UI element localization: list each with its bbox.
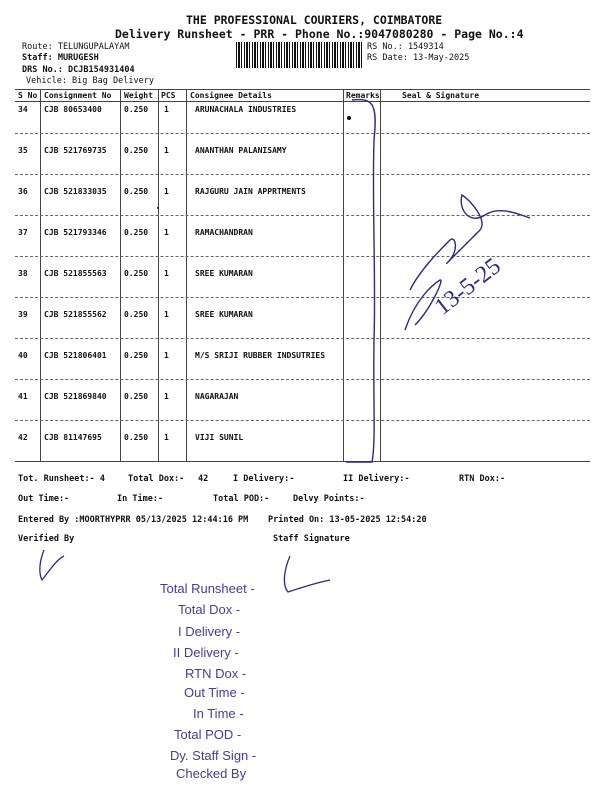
- row-pcs: 1: [164, 105, 169, 114]
- row-divider: [15, 338, 590, 339]
- row-divider: [15, 133, 590, 134]
- row-weight: 0.250: [124, 105, 149, 114]
- row-sno: 35: [18, 146, 28, 155]
- ii-delivery: II Delivery:-: [343, 474, 410, 484]
- row-consignment: CJB 521855562: [44, 310, 107, 319]
- col-sep: [380, 89, 381, 461]
- row-consignee: SREE KUMARAN: [195, 310, 253, 319]
- row-pcs: 1: [164, 146, 169, 155]
- total-dox-label: Total Dox:-: [128, 474, 185, 484]
- col-header-seal: Seal & Signature: [402, 91, 480, 100]
- total-pod: Total POD:-: [213, 494, 270, 504]
- route-label: Route: TELUNGUPALAYAM: [22, 42, 130, 52]
- row-divider: [15, 297, 590, 298]
- row-divider: [15, 420, 590, 421]
- staff-signature-label: Staff Signature: [273, 534, 350, 544]
- row-consignment: CJB 521869840: [44, 392, 107, 401]
- row-divider: [15, 379, 590, 380]
- row-consignment: CJB 80653400: [44, 105, 102, 114]
- pen-dot: [347, 116, 351, 120]
- printed-on: Printed On: 13-05-2025 12:54:20: [268, 515, 427, 525]
- row-weight: 0.250: [124, 269, 149, 278]
- col-header-sno: S No: [18, 91, 38, 100]
- entered-by: Entered By :MOORTHYPRR 05/13/2025 12:44:16 PM: [18, 515, 249, 525]
- stamp-line: Checked By: [176, 766, 247, 781]
- vehicle-label: Vehicle: Big Bag Delivery: [26, 76, 154, 86]
- col-header-consignment: Consignment No: [44, 91, 112, 100]
- row-consignment: CJB 521793346: [44, 228, 107, 237]
- rs-date: RS Date: 13-May-2025: [367, 53, 470, 63]
- stamp-line: In Time -: [193, 706, 244, 721]
- stamp-line: Total Dox -: [178, 602, 241, 617]
- drs-number: DRS No.: DCJB154931404: [22, 65, 135, 75]
- row-weight: 0.250: [124, 392, 149, 401]
- row-consignment: CJB 521769735: [44, 146, 107, 155]
- row-consignee: ARUNACHALA INDUSTRIES: [195, 105, 297, 114]
- company-title: THE PROFESSIONAL COURIERS, COIMBATORE: [186, 13, 443, 27]
- row-pcs: 1: [164, 351, 169, 360]
- row-pcs: 1: [164, 187, 169, 196]
- row-pcs: 1: [164, 392, 169, 401]
- row-consignee: RAJGURU JAIN APPRTMENTS: [195, 187, 306, 196]
- row-weight: 0.250: [124, 187, 149, 196]
- row-consignee: RAMACHANDRAN: [195, 228, 253, 237]
- verified-by: Verified By: [18, 534, 75, 544]
- table-header-rule: [15, 101, 590, 102]
- row-consignee: SREE KUMARAN: [195, 269, 253, 278]
- row-pcs: 1: [164, 433, 169, 442]
- staff-label: Staff: MURUGESH: [22, 53, 99, 63]
- col-header-weight: Weight: [124, 91, 153, 100]
- col-header-consignee: Consignee Details: [190, 91, 272, 100]
- in-time: In Time:-: [117, 494, 164, 504]
- stamp-line: Out Time -: [184, 685, 245, 700]
- col-sep: [186, 89, 187, 461]
- row-weight: 0.250: [124, 228, 149, 237]
- stamp-line: RTN Dox -: [185, 666, 247, 681]
- row-consignee: NAGARAJAN: [195, 392, 239, 401]
- col-header-pcs: PCS: [161, 91, 176, 100]
- row-consignment: CJB 81147695: [44, 433, 102, 442]
- col-sep: [343, 89, 344, 461]
- stamp-line: Total POD -: [174, 727, 242, 742]
- col-sep: [158, 89, 159, 461]
- row-consignment: CJB 521806401: [44, 351, 107, 360]
- row-sno: 36: [18, 187, 28, 196]
- row-consignee: ANANTHAN PALANISAMY: [195, 146, 287, 155]
- stamp-line: I Delivery -: [178, 624, 241, 639]
- row-pcs: 1: [164, 310, 169, 319]
- table-top-rule: [15, 89, 590, 90]
- stamp-line: II Delivery -: [173, 645, 239, 660]
- rtn-dox: RTN Dox:-: [459, 474, 506, 484]
- row-pcs: 1: [164, 228, 169, 237]
- row-sno: 41: [18, 392, 28, 401]
- delvy-points: Delvy Points:-: [293, 494, 365, 504]
- row-divider: [15, 256, 590, 257]
- row-consignment: CJB 521833035: [44, 187, 107, 196]
- row-weight: 0.250: [124, 351, 149, 360]
- barcode: [236, 42, 364, 68]
- runsheet-subtitle: Delivery Runsheet - PRR - Phone No.:9047080280 - Page No.:4: [115, 27, 524, 41]
- row-sno: 40: [18, 351, 28, 360]
- out-time: Out Time:-: [18, 494, 70, 504]
- col-sep: [40, 89, 41, 461]
- row-weight: 0.250: [124, 433, 149, 442]
- row-weight: 0.250: [124, 146, 149, 155]
- row-pcs: 1: [164, 269, 169, 278]
- row-sno: 38: [18, 269, 28, 278]
- stamp-line: Total Runsheet -: [160, 581, 255, 596]
- col-header-remarks: Remarks: [346, 91, 380, 100]
- handwritten-date: 13-5-25: [430, 253, 506, 321]
- row-divider: [15, 174, 590, 175]
- tot-runsheet: Tot. Runsheet:- 4: [18, 474, 105, 484]
- row-sno: 37: [18, 228, 28, 237]
- rs-number: RS No.: 1549314: [367, 42, 444, 52]
- row-consignee: VIJI SUNIL: [195, 433, 244, 442]
- row-sno: 42: [18, 433, 28, 442]
- total-dox-value: 42: [198, 474, 209, 484]
- stamp-line: Dy. Staff Sign -: [170, 748, 257, 763]
- row-sno: 34: [18, 105, 28, 114]
- row-sno: 39: [18, 310, 28, 319]
- row-divider: [15, 215, 590, 216]
- i-delivery: I Delivery:-: [233, 474, 295, 484]
- row-consignment: CJB 521855563: [44, 269, 107, 278]
- row-consignee: M/S SRIJI RUBBER INDSUTRIES: [195, 351, 326, 360]
- row-weight: 0.250: [124, 310, 149, 319]
- col-sep: [120, 89, 121, 461]
- pen-dot: [157, 207, 159, 209]
- table-bottom-rule: [15, 461, 590, 462]
